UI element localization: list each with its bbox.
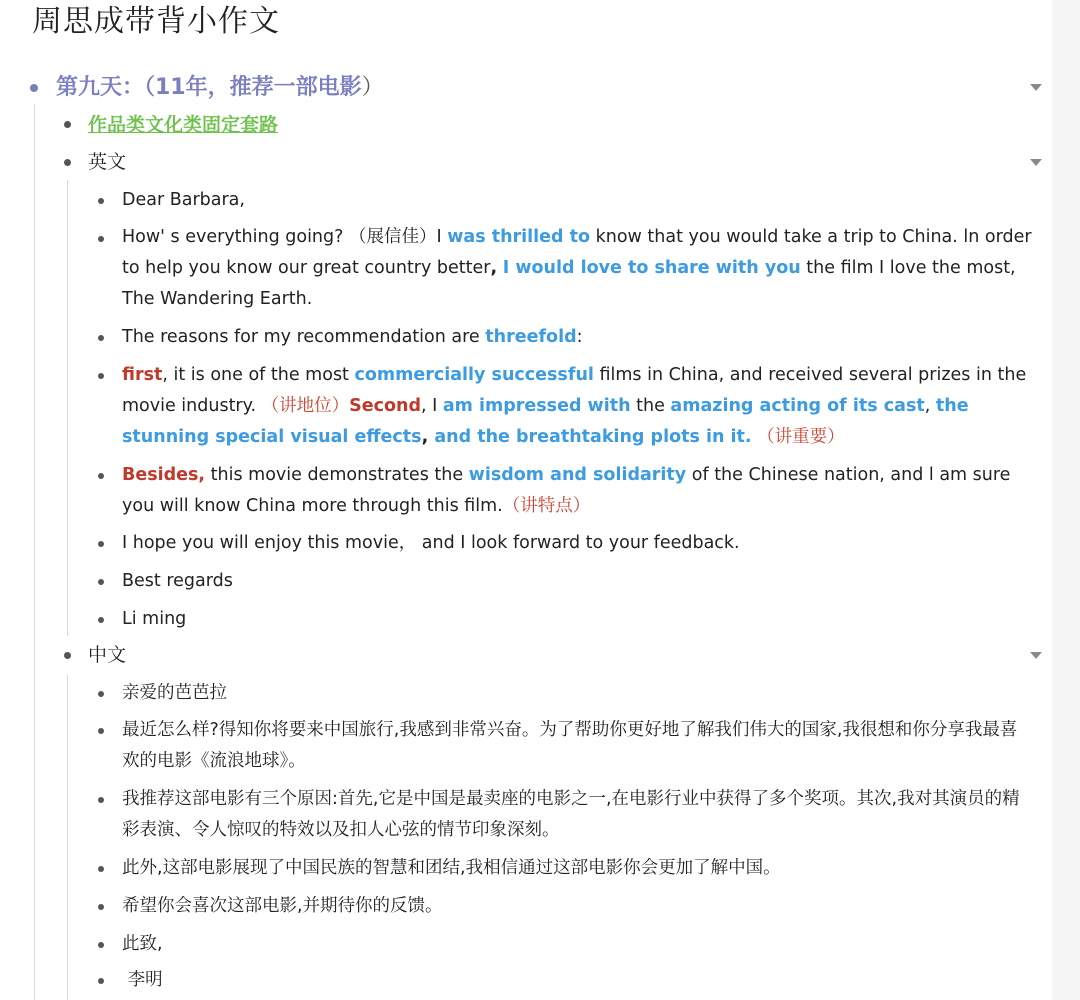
- outline-bullet[interactable]: [98, 942, 104, 948]
- list-item: [122, 222, 1032, 315]
- list-item: Best regards: [122, 571, 233, 591]
- list-item: [122, 322, 1032, 353]
- routine-link[interactable]: 作品类文化类固定套路: [88, 114, 279, 136]
- english-heading: 英文: [88, 151, 127, 173]
- list-item: [122, 460, 1032, 522]
- outline-bullet[interactable]: [98, 335, 104, 341]
- scrollbar[interactable]: [1052, 0, 1080, 1000]
- text-run: films in China, and received several prizes in the movie industry.: [122, 365, 1027, 416]
- outline-bullet[interactable]: [64, 121, 71, 128]
- text-run: of the Chinese nation, and l am sure you will know China more through this film.: [122, 465, 1011, 516]
- outline-bullet[interactable]: [64, 652, 71, 659]
- outline-bullet[interactable]: [98, 198, 104, 204]
- outline-bullet[interactable]: [98, 797, 104, 803]
- note-text: （讲特点）: [502, 496, 591, 516]
- highlight-phrase: was thrilled to: [447, 227, 591, 247]
- list-item: I hope you will enjoy this movie， and I look forward to your feedback.: [122, 533, 740, 553]
- day-label-close: ）: [361, 75, 384, 100]
- routine-row: [88, 112, 278, 138]
- highlight-phrase: commercially successful: [354, 365, 594, 385]
- text-run: the: [630, 396, 671, 416]
- outline-bullet[interactable]: [98, 904, 104, 910]
- keyword-second: Second: [349, 396, 421, 416]
- outline-bullet[interactable]: [98, 236, 104, 242]
- list-item: 此致,: [122, 934, 163, 954]
- outline-bullet[interactable]: [30, 84, 38, 92]
- note-text: （讲重要）: [751, 427, 845, 447]
- outline-bullet[interactable]: [64, 159, 71, 166]
- highlight-phrase: and the breathtaking plots in it.: [434, 427, 752, 447]
- collapse-caret-icon[interactable]: [1030, 84, 1042, 91]
- list-item: 李明: [122, 970, 163, 990]
- list-item: Li ming: [122, 609, 187, 629]
- outline-bullet[interactable]: [98, 978, 104, 984]
- outline-bullet[interactable]: [98, 373, 104, 379]
- text-run: I: [436, 227, 448, 247]
- indent-guide: [34, 104, 35, 1000]
- text-run: The reasons for my recommendation are: [122, 327, 486, 347]
- outline-bullet[interactable]: [98, 541, 104, 547]
- text-run: ,: [421, 427, 435, 447]
- highlight-phrase: threefold: [485, 327, 577, 347]
- list-item: 亲爱的芭芭拉: [122, 683, 227, 703]
- outline-bullet[interactable]: [98, 866, 104, 872]
- text-run: , I: [420, 396, 443, 416]
- text-run: know that you would take a trip to China. ln order to help you know our great country better: [122, 227, 1032, 278]
- outline-bullet[interactable]: [98, 579, 104, 585]
- indent-guide: [67, 180, 68, 636]
- indent-guide: [67, 675, 68, 1000]
- list-item: 此外,这部电影展现了中国民族的智慧和团结,我相信通过这部电影你会更加了解中国。: [122, 858, 781, 878]
- list-item: 我推荐这部电影有三个原因:首先,它是中国是最卖座的电影之一,在电影行业中获得了多个奖项。其次,我对其演员的精彩表演、令人惊叹的特效以及扣人心弦的情节印象深刻。: [122, 789, 1020, 840]
- keyword-besides: Besides,: [122, 465, 206, 485]
- list-item: 希望你会喜次这部电影,并期待你的反馈。: [122, 896, 443, 916]
- day-heading: [56, 73, 956, 103]
- list-item: 最近怎么样?得知你将要来中国旅行,我感到非常兴奋。为了帮助你更好地了解我们伟大的国家,我很想和你分享我最喜欢的电影《流浪地球》。: [122, 720, 1018, 771]
- highlight-phrase: amazing acting of its cast: [670, 396, 925, 416]
- outline-bullet[interactable]: [98, 728, 104, 734]
- list-item: Dear Barbara,: [122, 190, 245, 210]
- keyword-first: first: [122, 365, 163, 385]
- note-text: （展信佳）: [348, 227, 437, 247]
- text-run: , it is one of the most: [162, 365, 355, 385]
- text-run: :: [576, 327, 583, 347]
- text-run: How' s everything going?: [122, 227, 349, 247]
- day-label: 第九天：（11年，推荐一部电影: [56, 75, 362, 100]
- highlight-phrase: am impressed with: [442, 396, 631, 416]
- text-run: ,: [924, 396, 936, 416]
- text-run: this movie demonstrates the: [205, 465, 469, 485]
- collapse-caret-icon[interactable]: [1030, 652, 1042, 659]
- collapse-caret-icon[interactable]: [1030, 159, 1042, 166]
- chinese-heading: 中文: [88, 644, 127, 666]
- highlight-phrase: wisdom and solidarity: [468, 465, 687, 485]
- text-run: the film I love the most, The Wandering Earth.: [122, 258, 1016, 309]
- page-title: 周思成带背小作文: [32, 4, 280, 39]
- highlight-phrase: I would love to share with you: [502, 258, 801, 278]
- outline-bullet[interactable]: [98, 617, 104, 623]
- outline-bullet[interactable]: [98, 691, 104, 697]
- outline-bullet[interactable]: [98, 473, 104, 479]
- list-item: [122, 360, 1032, 453]
- highlight-phrase: the stunning special visual effects: [122, 396, 969, 447]
- text-run: ,: [490, 258, 498, 278]
- note-text: （讲地位）: [261, 396, 350, 416]
